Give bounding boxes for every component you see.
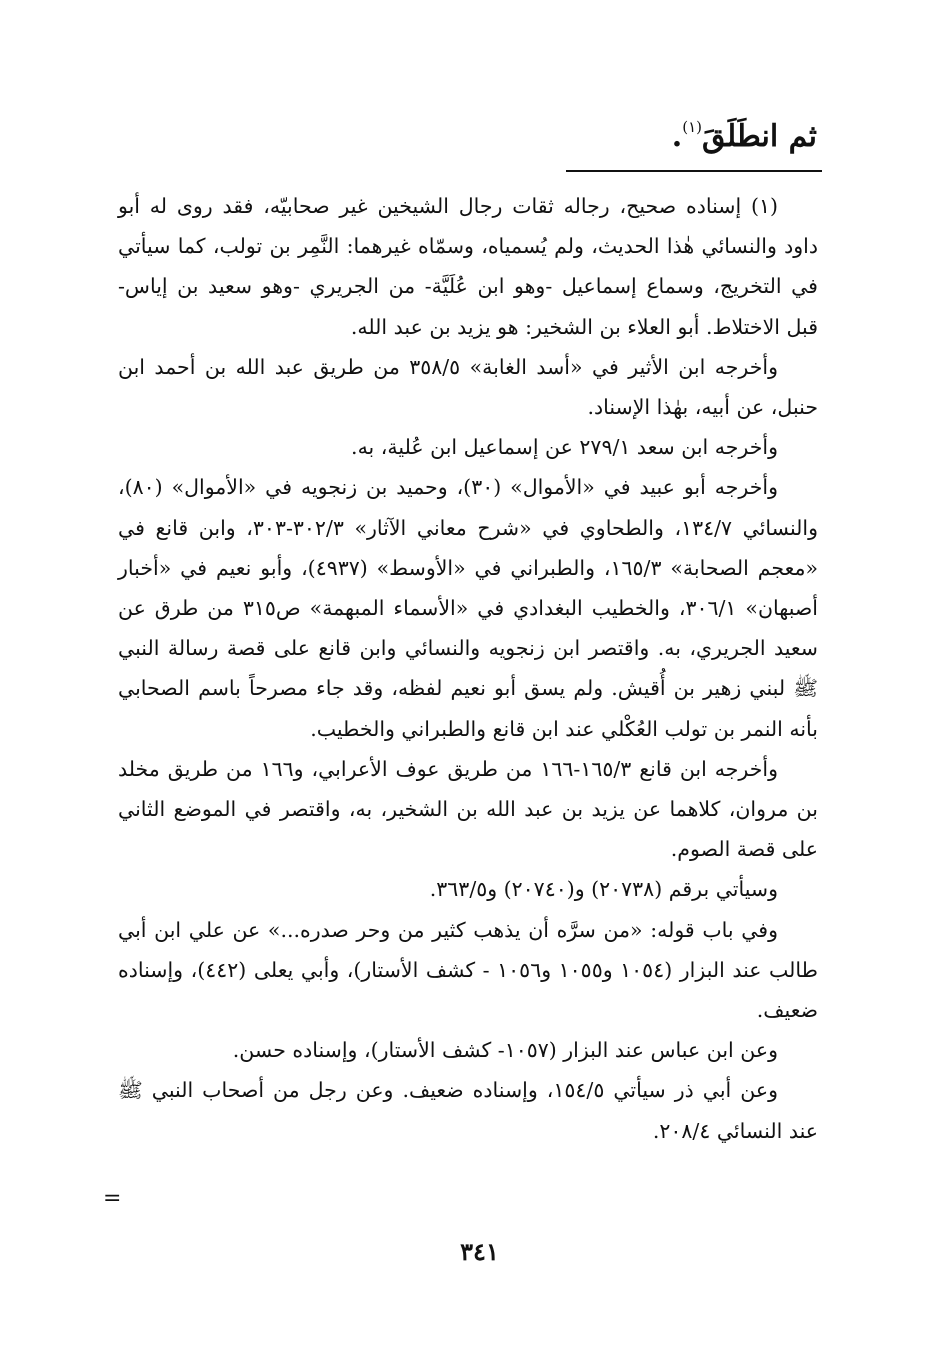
- footnote-paragraph: (١) إسناده صحيح، رجاله ثقات رجال الشيخين غير صحابيّه، فقد روى له أبو داود والنسائي هٰذا الحديث، ولم يُسمياه، وسمّاه غيرهما: النَّمِر بن تولب، كما سيأتي في التخريج، وسماع إسماعيل -وهو ابن عُلَيَّة- من الجريري -وهو سعيد بن إياس- قبل الاختلاط. أبو العلاء بن الشخير: هو يزيد بن عبد الله.: [118, 194, 818, 339]
- main-text-line: [117, 102, 817, 162]
- footnote-paragraph: وأخرجه ابن سعد ٢٧٩/١ عن إسماعيل ابن عُلية، به.: [351, 435, 778, 460]
- footnote-separator-line: [566, 170, 822, 172]
- main-text: ثم انطَلَقَ: [701, 119, 817, 154]
- footnote-reference: (١): [682, 118, 702, 136]
- footnote-paragraph: وأخرجه ابن الأثير في «أسد الغابة» ٣٥٨/٥ من طريق عبد الله بن أحمد ابن حنبل، عن أبيه، بهٰذا الإسناد.: [118, 354, 818, 420]
- footnotes-block: [118, 186, 818, 1151]
- footnote-paragraph: وأخرجه ابن قانع ١٦٥/٣-١٦٦ من طريق عوف الأعرابي، و١٦٦ من طريق مخلد بن مروان، كلاهما عن يزيد بن عبد الله بن الشخير، به، واقتصر في الموضع الثاني على قصة الصوم.: [118, 756, 818, 862]
- page-number: ٣٤١: [460, 1237, 499, 1266]
- footnote-paragraph: وأخرجه أبو عبيد في «الأموال» (٣٠)، وحميد بن زنجويه في «الأموال» (٨٠)، والنسائي ١٣٤/٧، والطحاوي في «شرح معاني الآثار» ٣٠٢/٣-٣٠٣، وابن قانع في «معجم الصحابة» ١٦٥/٣، والطبراني في «الأوسط» (٤٩٣٧)، وأبو نعيم في «أخبار أصبهان» ٣٠٦/١، والخطيب البغدادي في «الأسماء المبهمة» ص٣١٥ من طرق عن سعيد الجريري، به. واقتصر ابن زنجويه والنسائي وابن قانع على قصة رسالة النبي ﷺ لبني زهير بن أُقيش. ولم يسق أبو نعيم لفظه، وقد جاء مصرحاً باسم الصحابي بأنه النمر بن تولب العُكْلي عند ابن قانع والطبراني والخطيب.: [118, 475, 819, 741]
- footnote-paragraph: وسيأتي برقم (٢٠٧٣٨) و(٢٠٧٤٠) و٣٦٣/٥.: [429, 877, 778, 902]
- footnote-paragraph: وعن ابن عباس عند البزار (١٠٥٧- كشف الأستار)، وإسناده حسن.: [232, 1038, 778, 1063]
- main-text-period: .: [671, 119, 683, 154]
- footnote-paragraph: وفي باب قوله: «من سرَّه أن يذهب كثير من وحر صدره...» عن علي ابن أبي طالب عند البزار (١٠٥٤ و١٠٥٥ و١٠٥٦ - كشف الأستار)، وأبي يعلى (٤٤٢)، وإسناده ضعيف.: [118, 917, 818, 1023]
- continuation-mark: =: [103, 1186, 122, 1211]
- footnote-paragraph: وعن أبي ذر سيأتي ١٥٤/٥، وإسناده ضعيف. وعن رجل من أصحاب النبي ﷺ عند النسائي ٢٠٨/٤.: [118, 1078, 818, 1143]
